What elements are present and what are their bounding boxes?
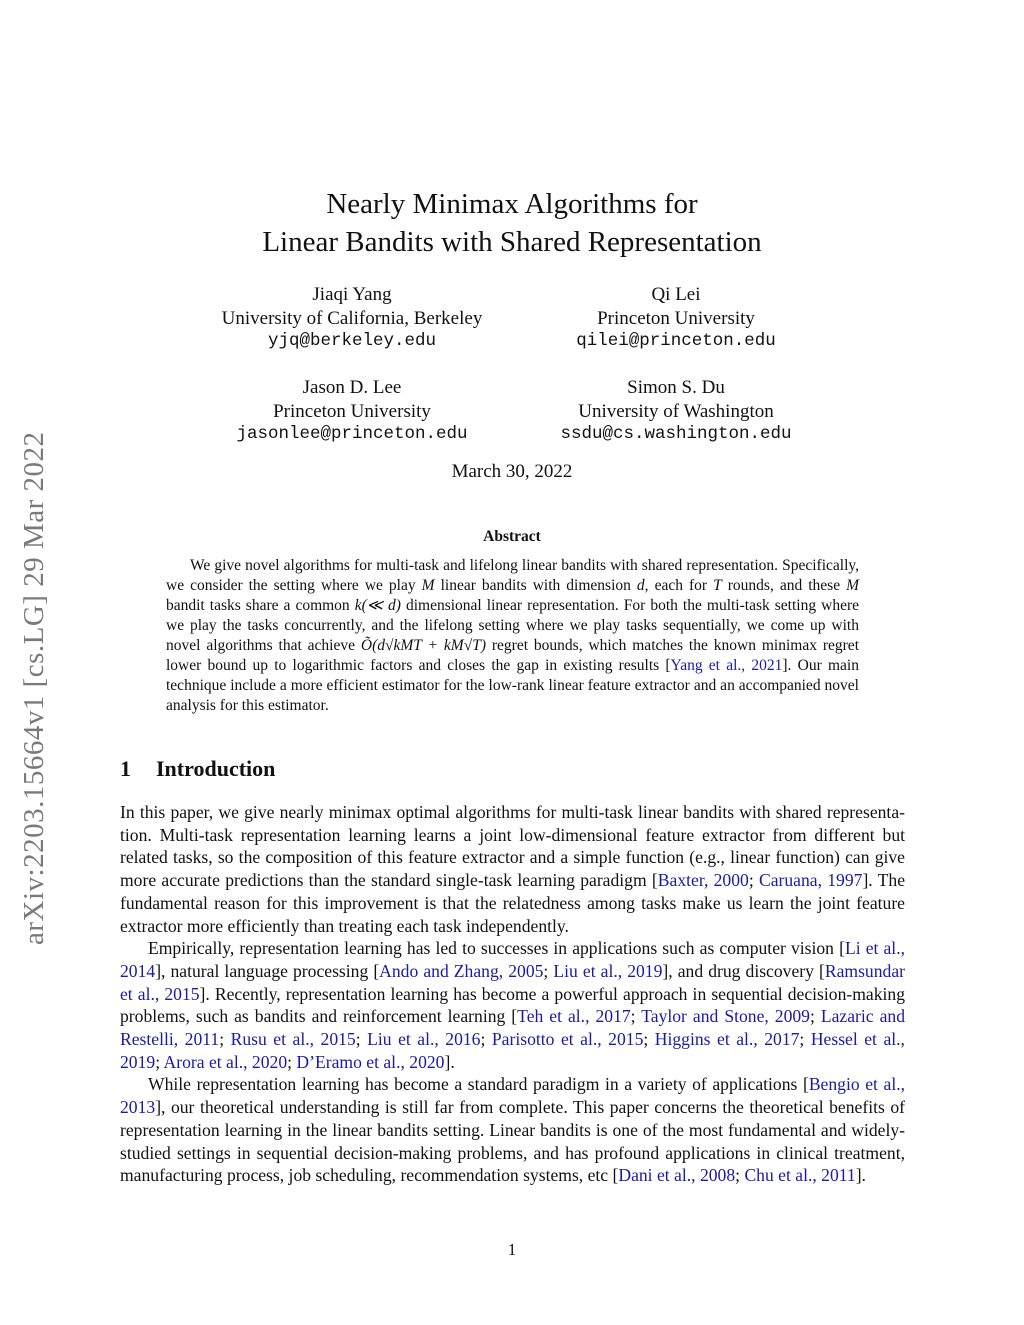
citation-link[interactable]: Taylor and Stone, 2009	[641, 1006, 810, 1027]
author-affiliation: University of California, Berkeley	[221, 307, 483, 329]
page-number: 1	[507, 1240, 517, 1259]
paragraph-text: ].	[855, 1165, 866, 1186]
citation-link[interactable]: Hessel et al., 2019	[120, 1029, 905, 1072]
citation-link[interactable]: Bengio et al., 2013	[120, 1074, 906, 1118]
introduction-body	[120, 801, 905, 1187]
abstract-heading: Abstract	[483, 528, 541, 545]
publication-date: March 30, 2022	[451, 461, 573, 482]
math-expression: k(≪ d)	[354, 597, 401, 614]
abstract-text: linear bandits with dimension	[440, 577, 631, 594]
citation-link[interactable]: Dani et al., 2008	[618, 1165, 736, 1186]
paragraph-text: ;	[355, 1029, 368, 1050]
arxiv-identifier: arXiv:2203.15664v1 [cs.LG] 29 Mar 2022	[18, 431, 50, 945]
author-affiliation: Princeton University	[597, 307, 755, 329]
regret-bound-formula: Õ(d√kMT + kM√T)	[360, 637, 486, 654]
author-block-4	[526, 376, 826, 447]
paragraph-text: ]. Recently, representation learning has become a powerful approach in sequential decision-making problems, such as bandits and reinforcement learning [	[120, 983, 905, 1027]
citation-link[interactable]: Teh et al., 2017	[517, 1006, 631, 1027]
paragraph-text: ;	[480, 1029, 492, 1050]
abstract-text: We give novel algorithms for multi-task and lifelong linear bandits with shared representation. Specifically, we consider the setting where we play	[166, 557, 859, 594]
paragraph-text: ;	[543, 960, 554, 981]
author-email[interactable]: jasonlee@princeton.edu	[236, 424, 468, 444]
citation-link[interactable]: Caruana, 1997	[758, 870, 863, 891]
citation-link[interactable]: Lazaric and Restelli, 2011	[120, 1006, 906, 1050]
paragraph-text: ;	[735, 1165, 745, 1186]
author-name: Jiaqi Yang	[312, 284, 392, 305]
abstract-text: ]. Our main technique include a more efficient estimator for the low-rank linear feature extractor and an accompanied novel analysis for this estimator.	[166, 657, 859, 714]
author-name: Qi Lei	[651, 284, 701, 305]
paper-title	[0, 185, 1024, 261]
paragraph-text: ;	[155, 1051, 164, 1072]
author-affiliation: University of Washington	[578, 400, 774, 422]
section-title: Introduction	[156, 756, 276, 781]
paragraph-text: While representation learning has become a standard paradigm in a variety of applications [	[148, 1074, 809, 1095]
math-symbol: d	[636, 577, 645, 594]
citation-link[interactable]: Arora et al., 2020	[163, 1051, 288, 1072]
citation-link[interactable]: Chu et al., 2011	[744, 1165, 856, 1186]
paragraph-text: ;	[643, 1029, 655, 1050]
author-email[interactable]: ssdu@cs.washington.edu	[560, 424, 792, 444]
author-name: Jason D. Lee	[302, 377, 402, 398]
abstract-paragraph	[166, 556, 859, 716]
abstract-text: regret bounds, which matches the known minimax regret lower bound up to logarithmic factors and closes the gap in existing results [	[166, 637, 859, 674]
abstract-text: rounds, and these	[727, 577, 841, 594]
author-email[interactable]: yjq@berkeley.edu	[267, 331, 437, 351]
paragraph	[120, 937, 905, 1073]
title-line-2: Linear Bandits with Shared Representation	[262, 226, 762, 258]
paragraph-text: ].	[444, 1051, 455, 1072]
abstract-text: dimensional linear representation. For both the multi-task setting where we play the tasks concurrently, and the lifelong setting where we play tasks sequentially, we come up with novel algorithms that achieve	[166, 597, 859, 654]
paragraph-text: ;	[799, 1029, 811, 1050]
section-number: 1	[120, 756, 131, 781]
paragraph-text: ], natural language processing [	[155, 960, 380, 981]
paragraph-text: ;	[630, 1006, 642, 1027]
citation-link[interactable]: Ando and Zhang, 2005	[379, 960, 544, 981]
section-heading	[120, 756, 275, 782]
math-symbol: M	[421, 577, 435, 594]
paragraph-text: ;	[287, 1051, 297, 1072]
author-email[interactable]: qilei@princeton.edu	[576, 331, 776, 351]
paragraph-text: ;	[219, 1029, 231, 1050]
math-symbol: M	[846, 577, 860, 594]
abstract-text: , each for	[644, 577, 708, 594]
paragraph-text: ], our theoretical understanding is still far from complete. This paper concerns the theoretical benefits of representation learning in the linear bandits setting. Linear bandits is one of the most fundamental and widely-studied settings in sequential decision-making problems, and has profound applications in clinical treatment, manufacturing process, job scheduling, recommendation systems, etc [	[120, 1097, 905, 1186]
author-block-1	[202, 283, 502, 354]
paragraph-text: ;	[809, 1006, 821, 1027]
math-symbol: T	[713, 577, 722, 594]
title-line-1: Nearly Minimax Algorithms for	[326, 188, 698, 220]
abstract-text: bandit tasks share a common	[166, 597, 350, 614]
citation-link[interactable]: Ramsundar et al., 2015	[120, 960, 905, 1004]
paragraph-text: Empirically, representation learning has led to successes in applications such as computer vision [	[148, 938, 845, 959]
citation-link[interactable]: Yang et al., 2021	[670, 657, 783, 674]
citation-link[interactable]: Li et al., 2014	[120, 938, 905, 981]
paragraph-text: In this paper, we give nearly minimax optimal algorithms for multi-task linear bandits with shared representa- tion. Multi-task representation learning learns a joint low-dimensional feature extractor from different but related tasks, so the composition of this feature extractor and a simple function (e.g., linear function) can give more accurate predictions than the standard single-task learning paradigm [	[120, 802, 905, 891]
paragraph-text: ]. The fundamental reason for this improvement is that the relatedness among tasks make us learn the joint feature extractor more efficiently than treating each task independently.	[120, 870, 906, 936]
citation-link[interactable]: Higgins et al., 2017	[654, 1029, 800, 1050]
abstract-body	[166, 556, 859, 716]
paragraph-text: ;	[748, 870, 759, 891]
citation-link[interactable]: Baxter, 2000	[657, 870, 749, 891]
citation-link[interactable]: Liu et al., 2016	[367, 1029, 481, 1050]
author-block-2	[536, 283, 816, 354]
citation-link[interactable]: Rusu et al., 2015	[230, 1029, 356, 1050]
citation-link[interactable]: D’Eramo et al., 2020	[296, 1051, 445, 1072]
author-name: Simon S. Du	[627, 377, 725, 398]
citation-link[interactable]: Parisotto et al., 2015	[491, 1029, 644, 1050]
paragraph	[120, 801, 905, 937]
paragraph	[120, 1073, 905, 1187]
author-affiliation: Princeton University	[273, 400, 431, 422]
author-block-3	[202, 376, 502, 447]
paragraph-text: ], and drug discovery [	[662, 960, 825, 981]
citation-link[interactable]: Liu et al., 2019	[553, 960, 663, 981]
